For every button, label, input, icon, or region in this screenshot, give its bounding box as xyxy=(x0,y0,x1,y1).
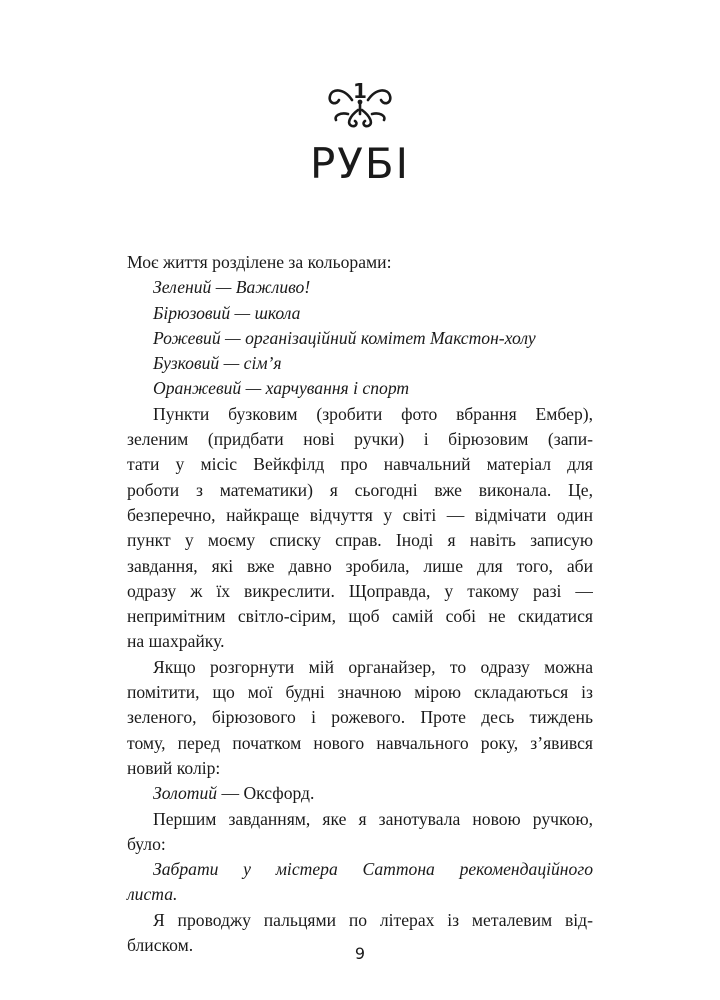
paragraph-line: завдання, які вже давно зробила, лише для того, аби xyxy=(127,555,593,576)
chapter-heading xyxy=(0,78,720,188)
paragraph-line: було: xyxy=(127,833,166,854)
gold-value: — Оксфорд. xyxy=(217,783,315,804)
list-item-green: Зелений — Важливо! xyxy=(153,277,311,298)
paragraph-intro: Моє життя розділене за кольорами: xyxy=(127,252,392,272)
chapter-ornament xyxy=(0,78,720,134)
list-item-orange: Оранжевий — харчування і спорт xyxy=(153,378,410,399)
chapter-title: РУБІ xyxy=(309,139,411,188)
paragraph-line: Забрати у містера Саттона рекомендаційного xyxy=(153,859,593,880)
list-item-turquoise: Бірюзовий — школа xyxy=(153,302,301,323)
page-number: 9 xyxy=(354,944,366,963)
paragraph-organizer xyxy=(127,655,593,781)
body-text xyxy=(127,250,593,958)
paragraph-line: новий колір: xyxy=(127,757,221,778)
paragraph-line: на шахрайку. xyxy=(127,631,225,652)
paragraph-first-task xyxy=(127,807,593,858)
list-item-lilac: Бузковий — сім’я xyxy=(153,353,282,374)
paragraph-tasks xyxy=(127,402,593,655)
paragraph-line: Пункти бузковим (зробити фото вбрання Ембер), xyxy=(153,403,593,424)
paragraph-line: Я проводжу пальцями по літерах із металевим від- xyxy=(153,909,593,930)
paragraph-line: помітити, що мої будні значною мірою складаються із xyxy=(127,682,593,703)
paragraph-line: безперечно, найкраще відчуття у світі — відмічати один xyxy=(127,504,593,525)
paragraph-line: листа. xyxy=(127,884,178,905)
paragraph-line: роботи з математики) я сьогодні вже виконала. Це, xyxy=(127,479,593,500)
gold-label: Золотий xyxy=(153,783,218,804)
paragraph-line: одразу ж їх викреслити. Щоправда, у такому разі — xyxy=(127,580,593,601)
paragraph-line: тати у місіс Вейкфілд про навчальний матеріал для xyxy=(127,454,593,475)
paragraph-line: непримітним світло-сірим, щоб самій собі не скидатися xyxy=(127,606,593,627)
paragraph-line: Першим завданням, яке я занотувала новою ручкою, xyxy=(153,808,593,829)
paragraph-line: блиском. xyxy=(127,935,194,956)
list-item-gold xyxy=(127,781,593,806)
paragraph-line: Якщо розгорнути мій органайзер, то одразу можна xyxy=(153,656,593,677)
list-item-pink: Рожевий — організаційний комітет Макстон-холу xyxy=(153,327,536,348)
paragraph-line: пункт у моєму списку справ. Іноді я навіть записую xyxy=(127,530,593,551)
paragraph-line: зеленого, бірюзового і рожевого. Проте десь тиждень xyxy=(127,707,593,728)
paragraph-line: зеленим (придбати нові ручки) і бірюзовим (запи- xyxy=(127,429,593,450)
paragraph-recommendation xyxy=(127,857,593,908)
paragraph-line: тому, перед початком нового навчального року, з’явився xyxy=(127,732,593,753)
chapter-number: 1 xyxy=(353,79,367,103)
